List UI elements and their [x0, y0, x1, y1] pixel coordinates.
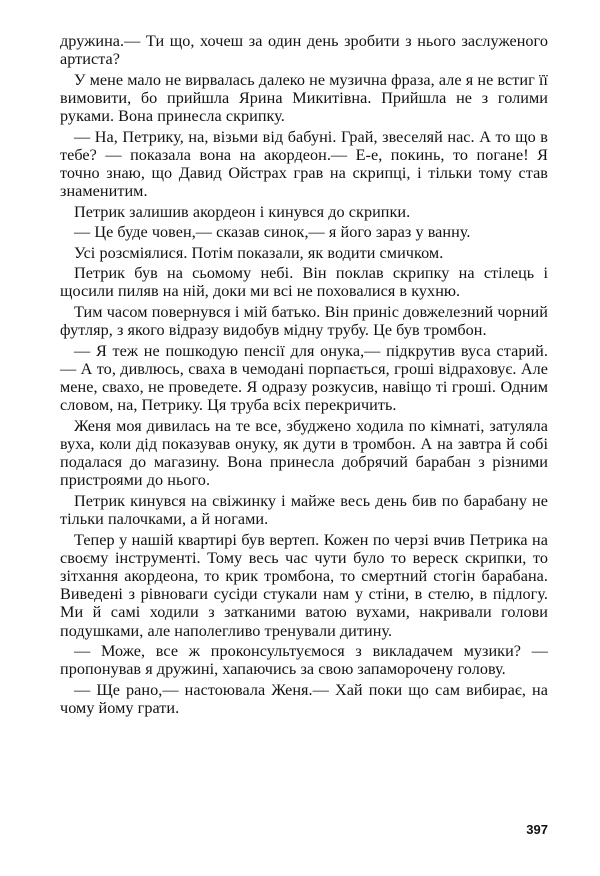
page-text — [60, 32, 548, 719]
paragraph: Тим часом повернувся і мій батько. Він приніс довжелезний чорний футляр, з якого відразу видобув мідну трубу. Це був тромбон. — [60, 302, 548, 340]
paragraph: Усі розсміялися. Потім показали, як водити смичком. — [74, 243, 444, 262]
paragraph: Тепер у нашій квартирі був вертеп. Кожен по черзі вчив Петрика на своєму інструменті. Тому весь час чути було то вереск скрипки, то зітхання акордеона, то крик тромбона, то смертний стогін барабана. Виведені з рівноваги сусіди стукали нам у стіни, в стелю, в підлогу. Ми й самі ходили з затканими ватою вухами, накривали голови подушками, але наполегливо тренували дитину. — [60, 530, 548, 640]
paragraph: дружина.— Ти що, хочеш за один день зробити з нього заслуженого артиста? — [60, 32, 548, 69]
paragraph: — На, Петрику, на, візьми від бабуні. Грай, звеселяй нас. А то що в тебе? — показала вона на акордеон.— Е-е, покинь, то погане! Я точно знаю, що Давид Ойстрах грав на скрипці, і тільки тому став знаменитим. — [60, 127, 548, 201]
paragraph: — Може, все ж проконсультуємося з викладачем музики? — пропонував я дружині, хапаючись за свою запаморочену голову. — [60, 642, 548, 679]
paragraph: Женя моя дивилась на те все, збуджено ходила по кімнаті, затуляла вуха, коли дід показував онуку, як дути в тромбон. А на завтра й собі подалася до магазину. Вона принесла добрячий барабан з різними пристроями до нього. — [60, 416, 548, 490]
paragraph: Петрик кинувся на свіжинку і майже весь день бив по барабану не тільки палочками, а й ногами. — [60, 491, 548, 529]
paragraph: Петрик залишив акордеон і кинувся до скрипки. — [74, 202, 411, 221]
page-number: 397 — [526, 822, 548, 837]
paragraph: — Це буде човен,— сказав синок,— я його зараз у ванну. — [74, 223, 471, 242]
paragraph: — Я теж не пошкодую пенсії для онука,— підкрутив вуса старий.— А то, дивлюсь, сваха в чемодані порпається, гроші відраховує. Але мене, свахо, не проведете. Я одразу розкусив, навіщо ті гроші. Одним словом, на, Петрику. Ця труба всіх перекричить. — [60, 341, 548, 415]
paragraph: У мене мало не вирвалась далеко не музична фраза, але я не встиг її вимовити, бо прийшла Ярина Микитівна. Прийшла не з голими руками. Вона принесла скрипку. — [60, 70, 548, 126]
paragraph: — Ще рано,— настоювала Женя.— Хай поки що сам вибирає, на чому йому грати. — [60, 680, 548, 717]
paragraph: Петрик був на сьомому небі. Він поклав скрипку на стілець і щосили пиляв на ній, доки ми всі не поховалися в кухню. — [60, 264, 548, 301]
